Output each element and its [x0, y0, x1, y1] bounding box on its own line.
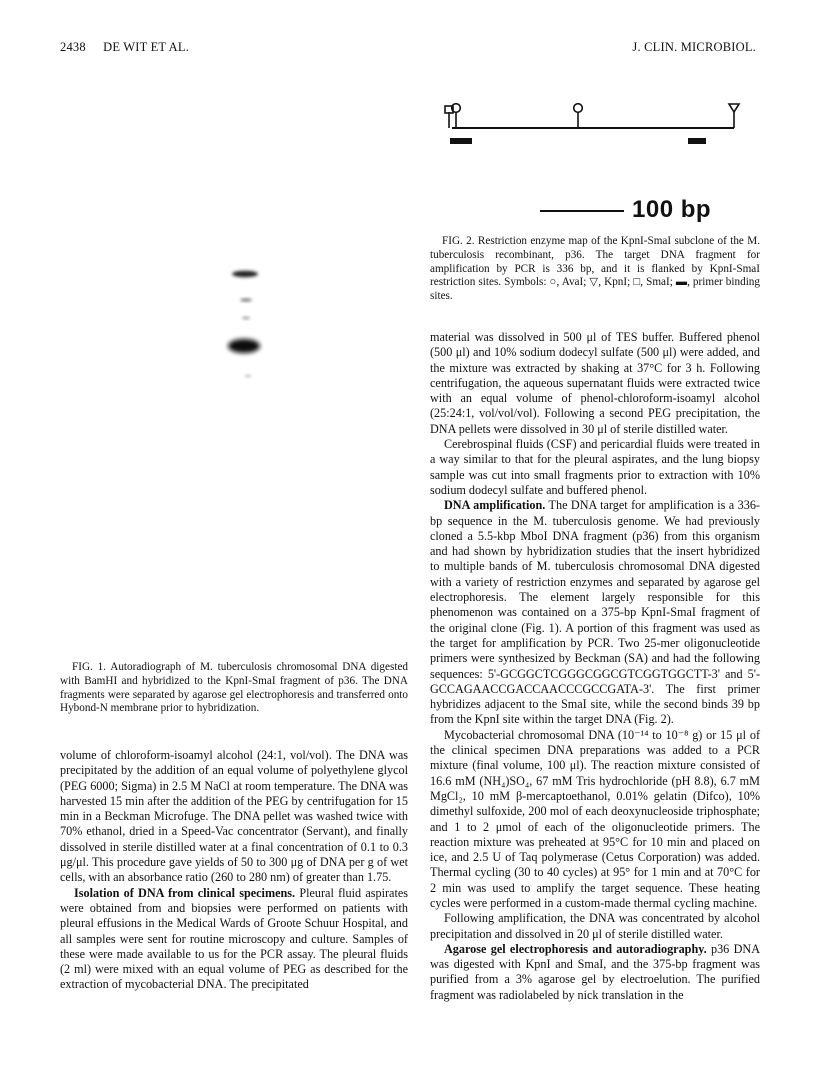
figure-1-caption-text: FIG. 1. Autoradiograph of M. tuberculosis chromosomal DNA digested with BamHI and hybridized to the KpnI-SmaI fragment of p36. The DNA fragments were separated by agarose gel electrophoresis and transferred onto Hybond-N membrane prior to hybridization.	[60, 661, 408, 715]
gel-band	[228, 339, 260, 353]
paragraph	[430, 942, 760, 1003]
running-header-left	[60, 40, 189, 55]
gel-band	[240, 298, 252, 301]
figure-2-caption	[430, 235, 760, 304]
paragraph-text: p36 DNA was digested with KpnI and SmaI, and the 375-bp fragment was purified from a 3% agarose gel by electroelution. The purified fragment was radiolabeled by nick translation in the	[430, 941, 760, 1002]
autoradiograph-image	[60, 260, 408, 410]
gel-band	[245, 375, 251, 377]
journal-name: J. CLIN. MICROBIOL.	[632, 40, 756, 54]
paragraph: volume of chloroform-isoamyl alcohol (24:1, vol/vol). The DNA was precipitated by the addition of an equal volume of polyethylene glycol (PEG 6000; Sigma) in 2.5 M NaCl at room temperature. The DNA was harvested 15 min after the addition of the PEG by centrifugation for 15 min in a Beckman Microfuge. The DNA pellet was washed twice with 70% ethanol, dried in a Speed-Vac concentrator (Servant), and finally dissolved in sterile distilled water at a final concentration of 0.1 to 0.3 μg/μl. This procedure gave yields of 50 to 300 μg of DNA per g of wet cells, with an absorbance ratio (260 to 280 nm) of greater than 1.75.	[60, 748, 408, 885]
paragraph: material was dissolved in 500 μl of TES buffer. Buffered phenol (500 μl) and 10% sodium dodecyl sulfate (500 μl) were added, and the mixture was extracted by shaking at 37°C for 3 h. Following centrifugation, the aqueous supernatant fluids were extracted twice with an equal volume of phenol-chloroform-isoamyl alcohol (25:24:1, vol/vol/vol). Following a second PEG precipitation, the DNA pellets were dissolved in 30 μl of sterile distilled water.	[430, 330, 760, 436]
page-number: 2438	[60, 40, 86, 54]
section-heading: Isolation of DNA from clinical specimens.	[74, 885, 296, 900]
paragraph: Cerebrospinal fluids (CSF) and pericardial fluids were treated in a way similar to that for the pleural aspirates, and the lung biopsy sample was cut into small fragments prior to extraction with 10% sodium dodecyl sulfate and buffered phenol.	[430, 437, 760, 497]
scale-line	[540, 210, 624, 212]
figure-1-caption	[60, 661, 408, 716]
figure-2-caption-text: FIG. 2. Restriction enzyme map of the KpnI-SmaI subclone of the M. tuberculosis recombinant, p36. The target DNA fragment for amplification by PCR is 336 bp, and it is flanked by KpnI-SmaI restriction sites. Symbols: ○, AvaI; ▽, KpnI; □, SmaI; ▬, primer binding sites.	[430, 235, 760, 303]
scale-label: 100 bp	[632, 196, 712, 223]
restriction-map-figure	[440, 98, 750, 150]
gel-band	[242, 317, 250, 320]
scale-bar	[540, 196, 740, 226]
section-heading: DNA amplification.	[444, 498, 546, 513]
running-authors: DE WIT ET AL.	[103, 40, 190, 54]
gel-band	[232, 271, 258, 277]
paragraph: Mycobacterial chromosomal DNA (10⁻¹⁴ to 10⁻⁸ g) or 15 μl of the clinical specimen DNA preparations was added to a PCR mixture (final volume, 100 μl). The reaction mixture consisted of 16.6 mM (NH₄)SO₄, 67 mM Tris hydrochloride (pH 8.8), 6.7 mM MgCl₂, 10 mM β-mercaptoethanol, 0.01% gelatin (Difco), 10% dimethyl sulfoxide, 200 mol of each deoxynucleoside triphosphate; and 1 to 2 μmol of each of the oligonucleotide primers. The reaction mixture was preheated at 95°C for 10 min and placed on ice, and 2.5 U of Taq polymerase (Cetus Corporation) was added. Thermal cycling (30 to 40 cycles) at 95° for 1 min and at 70°C for 2 min was used to amplify the target sequence. These heating cycles were performed in a custom-made thermal cycling machine.	[430, 727, 760, 910]
kpni-site-marker	[729, 104, 739, 112]
paragraph-text: The DNA target for amplification is a 336-bp sequence in the M. tuberculosis genome. We had previously cloned a 5.5-kbp MboI DNA fragment (p36) from this organism and had shown by hybridization studies that the insert hybridized to multiple bands of M. tuberculosis chromosomal DNA digested with a variety of restriction enzymes and separated by agarose gel electrophoresis. The element largely responsible for this phenomenon was contained on a 375-bp KpnI-SmaI fragment of the original clone (Fig. 1). A portion of this fragment was used as the target for amplification by PCR. Two 25-mer oligonucleotide primers were synthesized by Beckman (SA) and had the following sequences: 5'-GCGGCTCGGGCGGCGTCGGTGGCTT-3' and 5'-GCCAGAACCGACCAACCCGCCGATA-3'. The first primer hybridizes adjacent to the SmaI site, while the second binds 39 bp from the KpnI site within the target DNA (Fig. 2).	[430, 498, 760, 727]
aval-site-marker	[574, 104, 583, 113]
paragraph: Following amplification, the DNA was concentrated by alcohol precipitation and dissolved in 20 μl of sterile distilled water.	[430, 911, 760, 941]
section-heading: Agarose gel electrophoresis and autoradiography.	[444, 941, 707, 956]
left-column-text	[60, 748, 408, 993]
paragraph-text: Pleural fluid aspirates were obtained from and biopsies were performed on patients with pleural effusions in the Medical Wards of Groote Schuur Hospital, and all samples were sent for routine microscopy and culture. Samples of these were made available to us for the PCR assay. The pleural fluids (2 ml) were mixed with an equal volume of PEG as described for the extraction of mycobacterial DNA. The precipitated	[60, 885, 408, 992]
right-column-text	[430, 330, 760, 1003]
primer-binding-site	[688, 138, 706, 144]
paragraph	[430, 498, 760, 727]
paragraph	[60, 886, 408, 993]
primer-binding-site	[450, 138, 472, 144]
